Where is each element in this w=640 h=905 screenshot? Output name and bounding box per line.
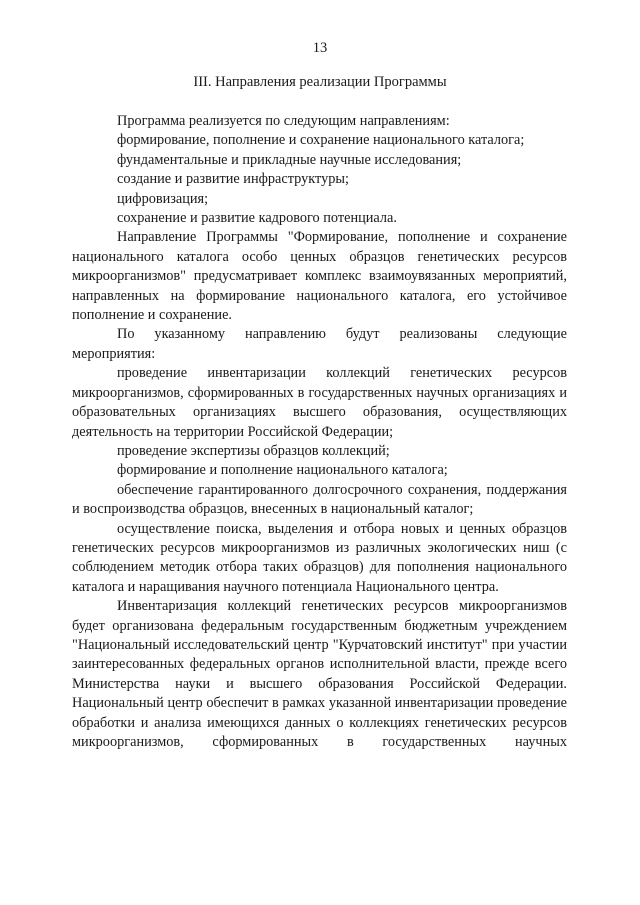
list-item-direction-3: создание и развитие инфраструктуры; <box>117 171 349 188</box>
section-title: III. Направления реализации Программы <box>193 74 447 90</box>
paragraph-intro: Программа реализуется по следующим направлениям: <box>117 113 450 129</box>
paragraph-direction-description: Направление Программы "Формирование, пополнение и сохранение национального каталога особо ценных образцов генетических ресурсов микроорганизмов" предусматривает комплекс взаимоувязанных мероприятий, направленных на формирование национального каталога, его устойчивое пополнение и сохранение. <box>72 229 567 324</box>
list-item-direction-5: сохранение и развитие кадрового потенциала. <box>117 210 397 227</box>
list-item-direction-4: цифровизация; <box>117 190 209 207</box>
list-item-measure-3: формирование и пополнение национального каталога; <box>117 462 448 479</box>
paragraph-inventory: Инвентаризация коллекций генетических ресурсов микроорганизмов будет организована федеральным государственным бюджетным учреждением "Национальный исследовательский центр "Курчатовский институт" при участии заинтересованных федеральных органов исполнительной власти, прежде всего Министерства науки и высшего образования Российской Федерации. Национальный центр обеспечит в рамках указанной инвентаризации проведение обработки и анализа имеющихся данных о коллекциях генетических ресурсов микроорганизмов, сформированных в государственных научных <box>72 598 567 750</box>
list-item-measure-2: проведение экспертизы образцов коллекций; <box>117 442 390 459</box>
list-item-direction-1: формирование, пополнение и сохранение национального каталога; <box>117 132 525 149</box>
list-item-measure-5: осуществление поиска, выделения и отбора новых и ценных образцов генетических ресурсов микроорганизмов из различных экологических ниш (с соблюдением методик отбора таких образцов) для пополнения национального каталога и наращивания научного потенциала Национального центра. <box>72 520 567 595</box>
document-body <box>72 112 567 752</box>
paragraph-measures-intro: По указанному направлению будут реализованы следующие мероприятия: <box>72 326 567 362</box>
list-item-measure-4: обеспечение гарантированного долгосрочного сохранения, поддержания и воспроизводства образцов, внесенных в национальный каталог; <box>72 481 567 518</box>
list-item-measure-1: проведение инвентаризации коллекций генетических ресурсов микроорганизмов, сформированных в государственных научных организациях и образовательных организациях высшего образования, осуществляющих деятельность на территории Российской Федерации; <box>72 365 567 440</box>
page-number: 13 <box>312 40 328 56</box>
list-item-direction-2: фундаментальные и прикладные научные исследования; <box>117 151 462 168</box>
